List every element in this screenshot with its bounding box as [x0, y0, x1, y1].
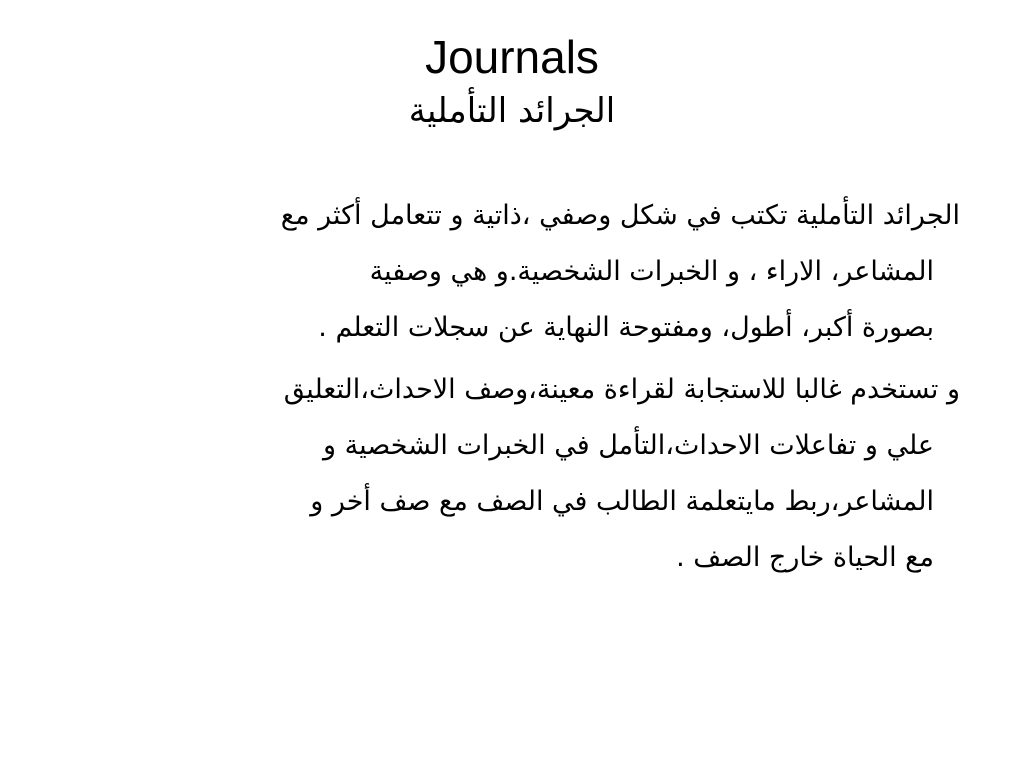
paragraph-line: علي و تفاعلات الاحداث،التأمل في الخبرات الشخصية و: [323, 430, 934, 461]
title-english: Journals: [425, 31, 599, 83]
paragraph-line: المشاعر، الاراء ، و الخبرات الشخصية.و هي وصفية: [369, 256, 934, 287]
paragraph-line: مع الحياة خارج الصف .: [676, 542, 934, 573]
paragraph-line: بصورة أكبر، أطول، ومفتوحة النهاية عن سجلات التعلم .: [318, 312, 934, 343]
paragraph-line: المشاعر،ربط مايتعلمة الطالب في الصف مع صف أخر و: [310, 486, 934, 517]
paragraph-line: و تستخدم غالبا للاستجابة لقراءة معينة،وصف الاحداث،التعليق: [283, 374, 960, 405]
title-arabic: الجرائد التأملية: [408, 91, 616, 131]
paragraph-1: [70, 188, 960, 356]
slide-body: [70, 188, 960, 592]
slide-title: [0, 28, 1024, 136]
paragraph-2: [70, 362, 960, 586]
paragraph-line: الجرائد التأملية تكتب في شكل وصفي ،ذاتية و تتعامل أكثر مع: [280, 200, 960, 231]
